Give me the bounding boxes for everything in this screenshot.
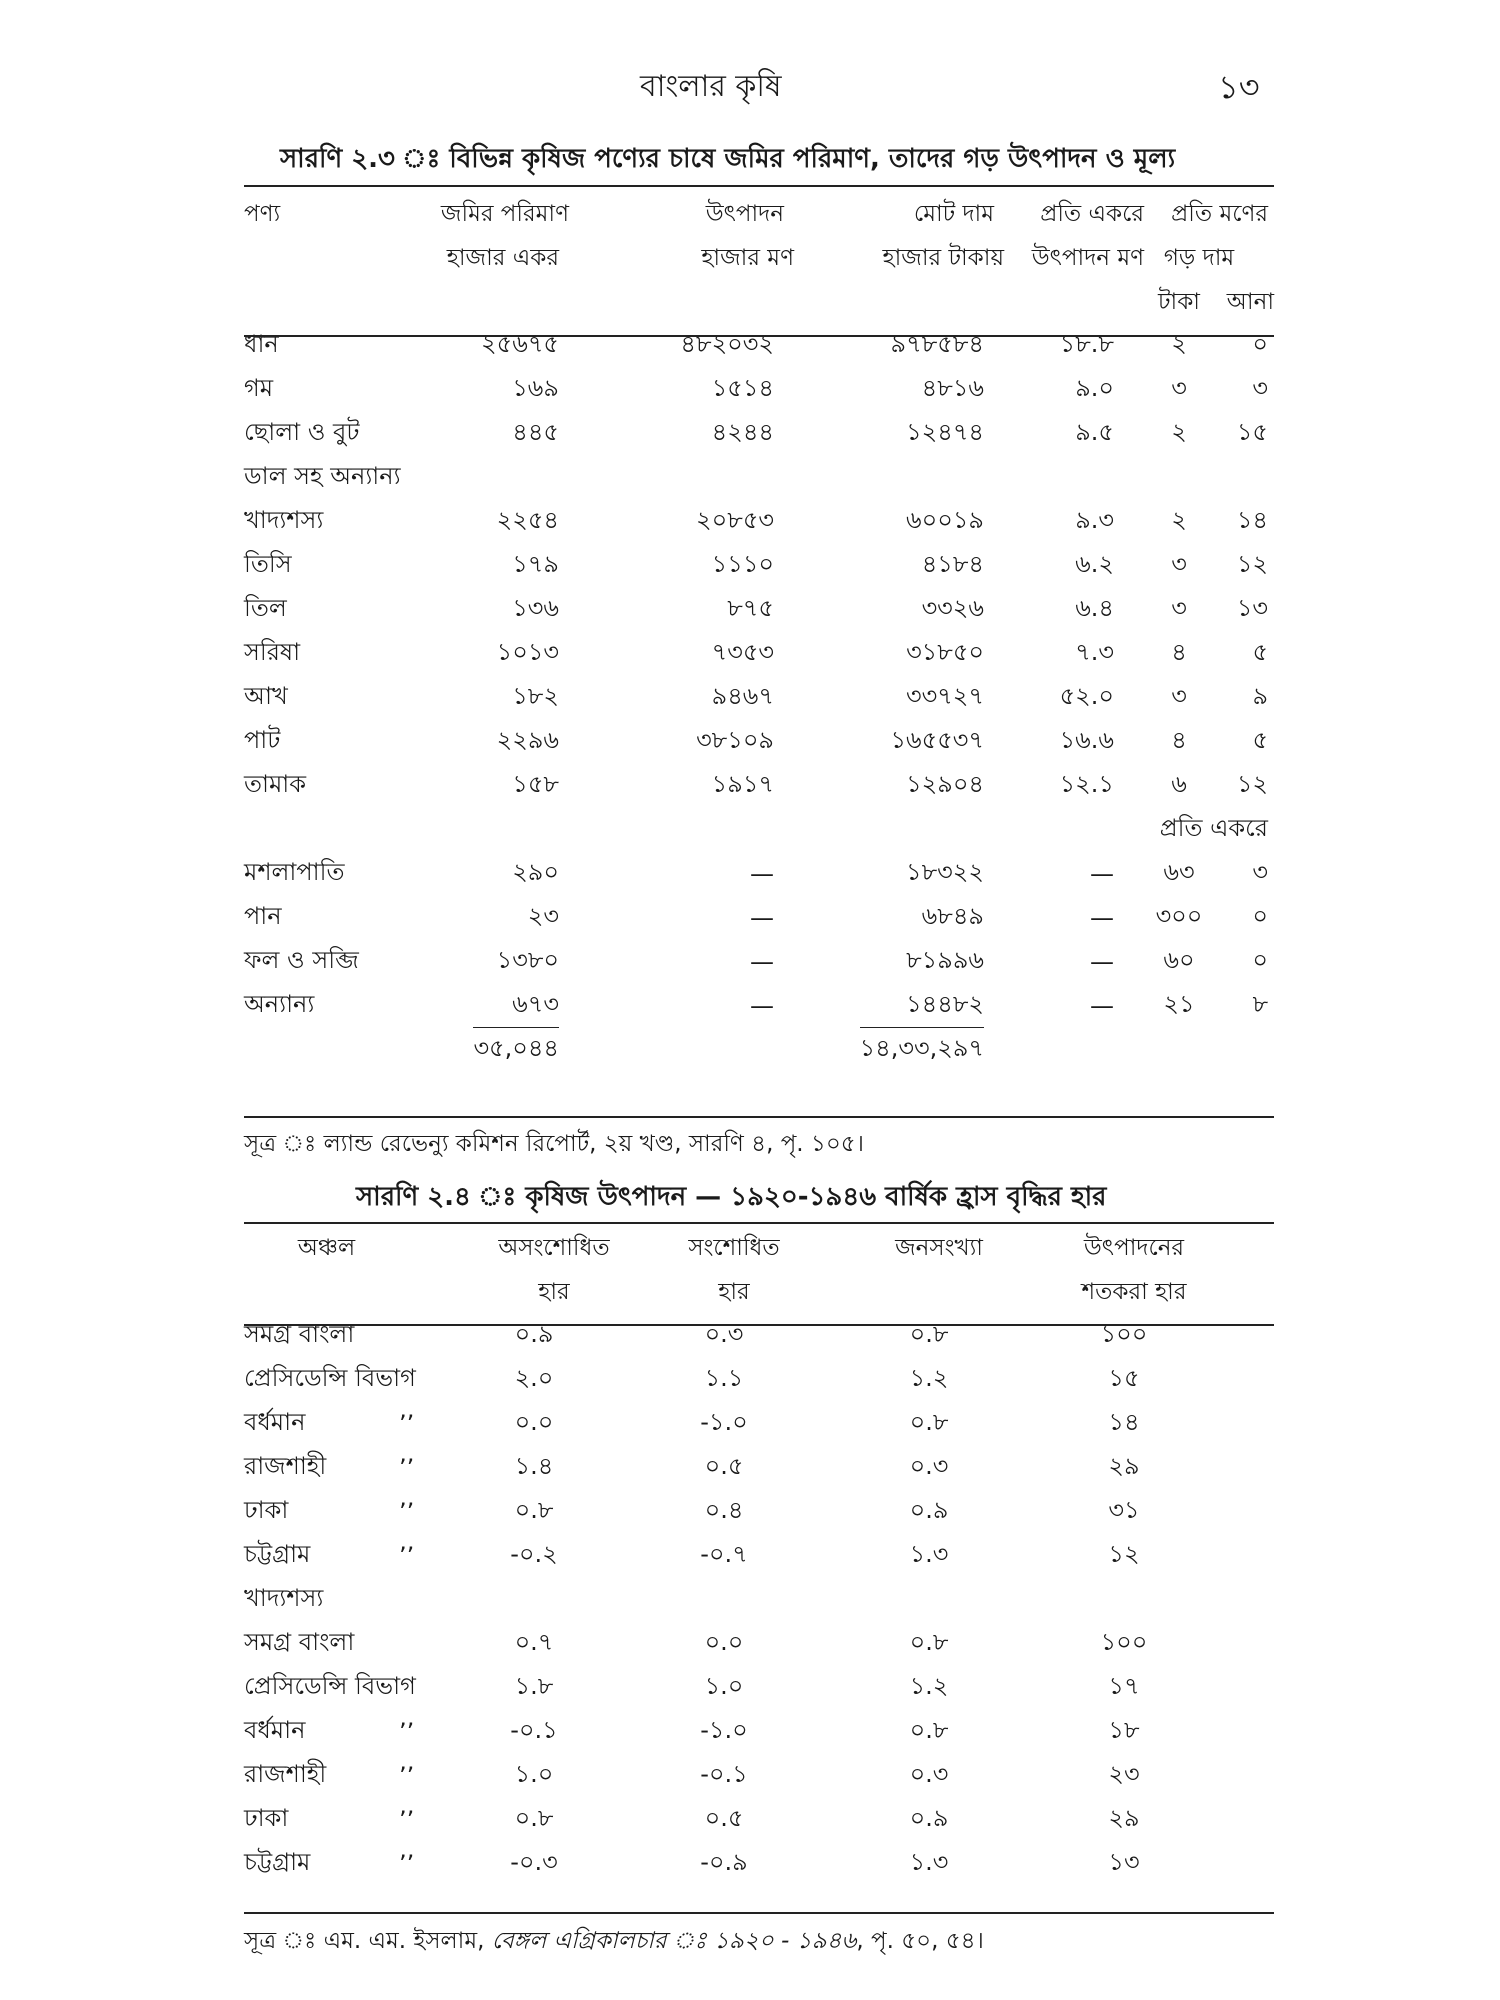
table1-cell-price-taka: ২ xyxy=(1171,330,1187,358)
table1-cell-price-anna: ৫ xyxy=(1252,726,1269,754)
table1-cell-area: ১৭৯ xyxy=(512,550,559,578)
table2-cell-unadjusted: ১.০ xyxy=(514,1760,554,1788)
table-row xyxy=(244,1666,1274,1710)
table2-cell-ditto: ’’ xyxy=(399,1454,415,1482)
table1-cell-price-taka: ৬৩ xyxy=(1163,858,1195,886)
table1-cell-value: ৮১৯৯৬ xyxy=(906,946,984,974)
table1-cell-price-taka: ৩০০ xyxy=(1155,902,1203,930)
table-row xyxy=(244,764,1274,808)
table-row xyxy=(244,896,1274,940)
table2-cell-population: ০.৯ xyxy=(909,1496,949,1524)
page-number: ১৩ xyxy=(1218,68,1260,106)
table1-cell-yield: — xyxy=(1090,948,1114,976)
table1-cell-production xyxy=(619,456,814,500)
table2-cell-population: ১.২ xyxy=(909,1672,949,1700)
table2-source-title: বেঙ্গল এগ্রিকালচার ঃ ১৯২০ - ১৯৪৬ xyxy=(491,1928,857,1954)
table1-cell-value: ১৪৪৮২ xyxy=(906,990,984,1018)
table1-cell-price-taka: ২ xyxy=(1171,506,1187,534)
table-row xyxy=(244,720,1274,764)
table1-cell-price-anna: ১৩ xyxy=(1236,594,1269,622)
table1-cell-value: ৪১৮৪ xyxy=(921,550,984,578)
table1-cell-area: ৬৭৩ xyxy=(512,990,559,1018)
table-row xyxy=(244,1798,1274,1842)
table1-header-value-unit: হাজার টাকায় xyxy=(882,244,1004,271)
table2-cell-region: ঢাকা xyxy=(244,1496,289,1524)
table2-cell-share: ৩১ xyxy=(1108,1496,1140,1524)
table2-source-prefix: সূত্র ঃ এম. এম. ইসলাম, xyxy=(244,1928,492,1954)
table2-cell-region: রাজশাহী xyxy=(244,1760,327,1788)
table1-cell-area: ১৬৯ xyxy=(512,374,559,402)
table1-cell-area: ২৫৬৭৫ xyxy=(481,330,559,358)
table1-cell-product: সরিষা xyxy=(244,638,301,666)
table1-cell-value: ৯৭৮৫৮৪ xyxy=(890,330,984,358)
table1-cell-product: পান xyxy=(244,902,282,930)
table2-cell-ditto: ’’ xyxy=(399,1498,415,1526)
table1-header-yield: প্রতি একরে xyxy=(1040,200,1144,227)
table1-cell-product: তিসি xyxy=(244,550,292,578)
table1-header-value: মোট দাম xyxy=(913,200,994,227)
table2-cell-share: ১০০ xyxy=(1100,1320,1148,1348)
table1-cell-production: — xyxy=(750,904,774,932)
table2-cell-region: সমগ্র বাংলা xyxy=(244,1628,355,1656)
table-row xyxy=(244,1402,1274,1446)
table1-cell-production: ৯৪৬৭ xyxy=(711,682,774,710)
table-row xyxy=(244,500,1274,544)
table2-cell-ditto: ’’ xyxy=(399,1542,415,1570)
table1-cell-yield xyxy=(1004,456,1144,500)
table1-cell-product: আখ xyxy=(244,682,288,710)
table1-cell-value: ৬৮৪৯ xyxy=(921,902,984,930)
table1-cell-production: — xyxy=(750,860,774,888)
table1-cell-area: ২২৯৬ xyxy=(496,726,559,754)
table2-cell-population: ১.৩ xyxy=(909,1848,949,1876)
table2-header-share-rate: শতকরা হার xyxy=(1081,1278,1187,1305)
table1-header xyxy=(244,192,1274,324)
table-row xyxy=(244,808,1274,852)
table-row xyxy=(244,412,1274,456)
table2-source-suffix: , পৃ. ৫০, ৫৪। xyxy=(856,1928,984,1954)
table-row xyxy=(244,1490,1274,1534)
table-row xyxy=(244,852,1274,896)
table1-cell-price-taka: ৬ xyxy=(1171,770,1187,798)
table1-cell-yield: ৬.৪ xyxy=(1075,594,1114,622)
table1-cell-price-anna: ১৪ xyxy=(1236,506,1269,534)
table1-cell-yield: ১২.১ xyxy=(1059,770,1114,798)
table1-cell-price-anna: ১২ xyxy=(1236,550,1269,578)
table-row xyxy=(244,676,1274,720)
table1-cell-product: অন্যান্য xyxy=(244,990,315,1018)
table2-cell-share: ১০০ xyxy=(1100,1628,1148,1656)
table1-cell-value xyxy=(814,456,1004,500)
table2-cell-region: প্রেসিডেন্সি বিভাগ xyxy=(244,1672,416,1700)
table-row xyxy=(244,940,1274,984)
table2-cell-adjusted: ০.৫ xyxy=(704,1452,744,1480)
table2-cell-share: ২৯ xyxy=(1108,1804,1140,1832)
table-row xyxy=(244,1622,1274,1666)
table1-cell-yield: ৯.০ xyxy=(1075,374,1114,402)
table1-cell-value: ৩১৮৫০ xyxy=(906,638,984,666)
table1-cell-production: ১১১০ xyxy=(711,550,774,578)
table1-cell-price-taka: ৩ xyxy=(1171,374,1187,402)
table1-header-rule xyxy=(244,335,1274,337)
table-row xyxy=(244,1446,1274,1490)
table1-cell-area: ৪৪৫ xyxy=(512,418,559,446)
table1-cell-yield: ১৮.৮ xyxy=(1059,330,1114,358)
table1-cell-yield: ১৬.৬ xyxy=(1059,726,1114,754)
table1-cell-production: — xyxy=(750,992,774,1020)
table1-cell-product: ফল ও সব্জি xyxy=(244,946,359,974)
table2-cell-adjusted: ০.৫ xyxy=(704,1804,744,1832)
table1-cell-product: খাদ্যশস্য xyxy=(244,506,324,534)
table1-cell-production: ৭৩৫৩ xyxy=(711,638,774,666)
table2-cell-adjusted: -০.১ xyxy=(700,1760,748,1788)
table1-cell-price-anna: ০ xyxy=(1252,946,1269,974)
table-row xyxy=(244,588,1274,632)
table1-cell-production: ৪৮২০৩২ xyxy=(680,330,774,358)
table1 xyxy=(244,192,1274,1072)
table2-source xyxy=(244,1922,984,1961)
table1-caption: সারণি ২.৩ ঃ বিভিন্ন কৃষিজ পণ্যের চাষে জমির পরিমাণ, তাদের গড় উৎপাদন ও মূল্য xyxy=(280,144,1176,174)
table1-top-rule xyxy=(244,185,1274,187)
table2-cell-unadjusted: ০.০ xyxy=(514,1408,554,1436)
table2-cell-adjusted: ০.৩ xyxy=(704,1320,744,1348)
table2-cell-unadjusted: ০.৯ xyxy=(514,1320,554,1348)
table1-cell-price-anna: ১২ xyxy=(1236,770,1269,798)
table1-cell-production: ৩৮১০৯ xyxy=(696,726,774,754)
table1-total-value: ১৪,৩৩,২৯৭ xyxy=(860,1027,984,1070)
table1-cell-production: ৮৭৫ xyxy=(727,594,774,622)
table1-cell-yield: ৭.৩ xyxy=(1075,638,1114,666)
table1-per-acre-label: প্রতি একরে xyxy=(1159,814,1269,842)
table2-cell-region: বর্ধমান xyxy=(244,1716,306,1744)
table1-total-value-cell xyxy=(814,1028,1004,1072)
table1-header-price: প্রতি মণের xyxy=(1171,200,1269,227)
table2-cell-adjusted: ১.০ xyxy=(704,1672,744,1700)
table2-body xyxy=(244,1314,1274,1886)
table2-cell-ditto: ’’ xyxy=(399,1806,415,1834)
table2-cell-adjusted: -১.০ xyxy=(700,1716,748,1744)
table2-cell-share: ১৮ xyxy=(1108,1716,1140,1744)
table1-cell-price-anna: ১৫ xyxy=(1236,418,1269,446)
table1-header-price-unit: গড় দাম xyxy=(1163,244,1235,271)
table2-cell-adjusted: -০.৭ xyxy=(700,1540,748,1568)
table1-cell-product: পাট xyxy=(244,726,281,754)
table1-cell-value: ১৮৩২২ xyxy=(906,858,984,886)
table2-cell-region: সমগ্র বাংলা xyxy=(244,1320,355,1348)
table1-cell-area: ১৩৬ xyxy=(512,594,559,622)
table2-cell-unadjusted: ২.০ xyxy=(514,1364,554,1392)
table1-cell-product: ধান xyxy=(244,330,279,358)
table2-cell-unadjusted: ০.৭ xyxy=(514,1628,554,1656)
table1-source: সূত্র ঃ ল্যান্ড রেভেন্যু কমিশন রিপোর্ট, ২য় খণ্ড, সারণি ৪, পৃ. ১০৫। xyxy=(244,1131,864,1157)
table2-top-rule xyxy=(244,1222,1274,1224)
table1-total-area-cell xyxy=(374,1028,619,1072)
table1-cell-area: ১৮২ xyxy=(512,682,559,710)
table2-header xyxy=(244,1226,1274,1314)
table1-cell-product: তিল xyxy=(244,594,287,622)
table1-body xyxy=(244,324,1274,1072)
table1-cell-value: ১২৯০৪ xyxy=(906,770,984,798)
table2-cell-ditto: ’’ xyxy=(399,1850,415,1878)
table2-cell-region: চট্টগ্রাম xyxy=(244,1848,311,1876)
table2-cell-share: ১৫ xyxy=(1108,1364,1140,1392)
table1-cell-yield: — xyxy=(1090,992,1114,1020)
table2-header-population: জনসংখ্যা xyxy=(895,1234,983,1261)
table1-cell-value: ৩৩২৬ xyxy=(921,594,984,622)
table2-caption: সারণি ২.৪ ঃ কৃষিজ উৎপাদন — ১৯২০-১৯৪৬ বার্ষিক হ্রাস বৃদ্ধির হার xyxy=(356,1182,1107,1212)
table2-header-share: উৎপাদনের xyxy=(1083,1234,1185,1261)
table1-cell-price-anna: ৫ xyxy=(1252,638,1269,666)
table2-cell-unadjusted: ০.৮ xyxy=(514,1804,554,1832)
table2-header-adjusted: সংশোধিত xyxy=(688,1234,780,1261)
table2-cell-unadjusted: -০.৩ xyxy=(510,1848,558,1876)
table2-cell-share: ২৩ xyxy=(1108,1760,1140,1788)
table-row xyxy=(244,1842,1274,1886)
table2-cell-adjusted: -০.৯ xyxy=(700,1848,748,1876)
table1-bottom-rule xyxy=(244,1116,1274,1118)
table1-cell-production: ১৯১৭ xyxy=(711,770,774,798)
table1-cell-price-taka: ৩ xyxy=(1171,550,1187,578)
table2-cell-unadjusted: -০.১ xyxy=(510,1716,558,1744)
table1-cell-price-anna: ৩ xyxy=(1252,858,1269,886)
table2-cell-region: ঢাকা xyxy=(244,1804,289,1832)
table1-header-yield-unit: উৎপাদন মণ xyxy=(1031,244,1144,271)
table1-cell-yield: ৬.২ xyxy=(1075,550,1114,578)
table2-cell-adjusted: -১.০ xyxy=(700,1408,748,1436)
table1-header-anna: আনা xyxy=(1226,288,1275,315)
table2-subgroup-label: খাদ্যশস্য xyxy=(244,1584,324,1612)
table2-cell-population: ০.৩ xyxy=(909,1452,949,1480)
table1-cell-value: ৪৮১৬ xyxy=(921,374,984,402)
table-row xyxy=(244,1314,1274,1358)
table2-cell-region: রাজশাহী xyxy=(244,1452,327,1480)
table1-cell-price-taka: ২১ xyxy=(1163,990,1195,1018)
table1-cell-area: ২২৫৪ xyxy=(496,506,559,534)
table1-cell-area: ১০১৩ xyxy=(496,638,559,666)
table1-cell-product: মশলাপাতি xyxy=(244,858,345,886)
table1-cell-product: ছোলা ও বুট xyxy=(244,418,360,446)
table2-cell-region: প্রেসিডেন্সি বিভাগ xyxy=(244,1364,416,1392)
table2-header-unadjusted-rate: হার xyxy=(538,1278,570,1305)
table2-cell-share: ১৩ xyxy=(1108,1848,1140,1876)
table-row xyxy=(244,1754,1274,1798)
table2-cell-population: ১.৩ xyxy=(909,1540,949,1568)
table1-cell-value: ১৬৫৫৩৭ xyxy=(890,726,984,754)
table2-cell-unadjusted: ০.৮ xyxy=(514,1496,554,1524)
table1-cell-price-anna: ০ xyxy=(1252,330,1269,358)
table1-cell-yield: ৯.৫ xyxy=(1075,418,1114,446)
table1-cell-area: ১৩৮০ xyxy=(496,946,559,974)
table2-cell-population: ০.৮ xyxy=(909,1320,949,1348)
table-row xyxy=(244,984,1274,1028)
table-row xyxy=(244,632,1274,676)
table1-cell-yield: ৯.৩ xyxy=(1075,506,1114,534)
table1-header-production-unit: হাজার মণ xyxy=(701,244,794,271)
table2-cell-unadjusted: ১.৪ xyxy=(514,1452,554,1480)
table2-header-unadjusted: অসংশোধিত xyxy=(498,1234,610,1261)
running-head xyxy=(0,62,1500,112)
table-row xyxy=(244,544,1274,588)
table-row xyxy=(244,368,1274,412)
table1-cell-production: ৪২৪৪ xyxy=(711,418,774,446)
table1-cell-price-taka: ৪ xyxy=(1171,726,1187,754)
table1-header-taka: টাকা xyxy=(1158,288,1200,315)
table1-header-area: জমির পরিমাণ xyxy=(440,200,569,227)
table1-cell-price-anna xyxy=(1214,456,1274,500)
table2-header-region: অঞ্চল xyxy=(297,1234,356,1261)
table1-cell-price-taka: ৪ xyxy=(1171,638,1187,666)
table2-cell-share: ২৯ xyxy=(1108,1452,1140,1480)
table1-cell-price-taka xyxy=(1144,456,1214,500)
table2-header-rule xyxy=(244,1324,1274,1326)
table1-cell-area: ২৯০ xyxy=(512,858,559,886)
table1-cell-price-anna: ৯ xyxy=(1252,682,1269,710)
table1-cell-price-anna: ০ xyxy=(1252,902,1269,930)
table1-cell-area: ২৩ xyxy=(527,902,559,930)
table2-cell-region: বর্ধমান xyxy=(244,1408,306,1436)
table2-cell-share: ১৭ xyxy=(1108,1672,1140,1700)
table1-header-product: পণ্য xyxy=(244,200,281,227)
table2-cell-adjusted: ১.১ xyxy=(704,1364,744,1392)
table1-cell-product: তামাক xyxy=(244,770,307,798)
table1-cell-production: — xyxy=(750,948,774,976)
table-row xyxy=(244,1358,1274,1402)
table-row xyxy=(244,1710,1274,1754)
table1-cell-value: ৬০০১৯ xyxy=(906,506,984,534)
table1-cell-product: গম xyxy=(244,374,274,402)
table2-cell-population: ০.৮ xyxy=(909,1408,949,1436)
table2-cell-ditto: ’’ xyxy=(399,1410,415,1438)
table-row xyxy=(244,324,1274,368)
table2-cell-population: ০.৮ xyxy=(909,1716,949,1744)
table1-cell-value: ১২৪৭৪ xyxy=(906,418,984,446)
table1-cell-yield: ৫২.০ xyxy=(1059,682,1114,710)
table1-cell-price-anna: ৮ xyxy=(1252,990,1269,1018)
table2-subgroup-row xyxy=(244,1578,1274,1622)
table-row xyxy=(244,1534,1274,1578)
table2-cell-ditto: ’’ xyxy=(399,1718,415,1746)
table1-cell-yield: — xyxy=(1090,860,1114,888)
table1-cell-area: ১৫৮ xyxy=(512,770,559,798)
table1-cell-value: ৩৩৭২৭ xyxy=(905,682,984,710)
table2-cell-unadjusted: ১.৮ xyxy=(514,1672,554,1700)
table2-header-adjusted-rate: হার xyxy=(718,1278,750,1305)
table2-cell-region: চট্টগ্রাম xyxy=(244,1540,311,1568)
table1-cell-price-taka: ২ xyxy=(1171,418,1187,446)
table2-cell-population: ০.৮ xyxy=(909,1628,949,1656)
table2-cell-population: ০.৩ xyxy=(909,1760,949,1788)
table-row xyxy=(244,456,1274,500)
table1-cell-area xyxy=(374,456,619,500)
table2-bottom-rule xyxy=(244,1912,1274,1914)
table2-cell-share: ১৪ xyxy=(1108,1408,1140,1436)
table1-cell-product: ডাল সহ অন্যান্য xyxy=(244,462,401,490)
table1-total-area: ৩৫,০৪৪ xyxy=(473,1027,559,1070)
table1-cell-price-taka: ৩ xyxy=(1171,682,1187,710)
table2-cell-adjusted: ০.৪ xyxy=(704,1496,744,1524)
running-title: বাংলার কৃষি xyxy=(640,69,782,104)
table1-cell-production: ২০৮৫৩ xyxy=(696,506,774,534)
table2-cell-unadjusted: -০.২ xyxy=(510,1540,558,1568)
table2-cell-population: ০.৯ xyxy=(909,1804,949,1832)
table2-cell-population: ১.২ xyxy=(909,1364,949,1392)
table1-cell-price-taka: ৩ xyxy=(1171,594,1187,622)
table2-cell-adjusted: ০.০ xyxy=(704,1628,744,1656)
table2-cell-ditto: ’’ xyxy=(399,1762,415,1790)
table1-totals-row xyxy=(244,1028,1274,1072)
table1-header-production: উৎপাদন xyxy=(705,200,784,227)
table1-cell-production: ১৫১৪ xyxy=(711,374,774,402)
table1-cell-yield: — xyxy=(1090,904,1114,932)
table2-cell-share: ১২ xyxy=(1108,1540,1140,1568)
table1-cell-price-taka: ৬০ xyxy=(1163,946,1195,974)
table1-header-area-unit: হাজার একর xyxy=(446,244,559,271)
table1-cell-price-anna: ৩ xyxy=(1252,374,1269,402)
